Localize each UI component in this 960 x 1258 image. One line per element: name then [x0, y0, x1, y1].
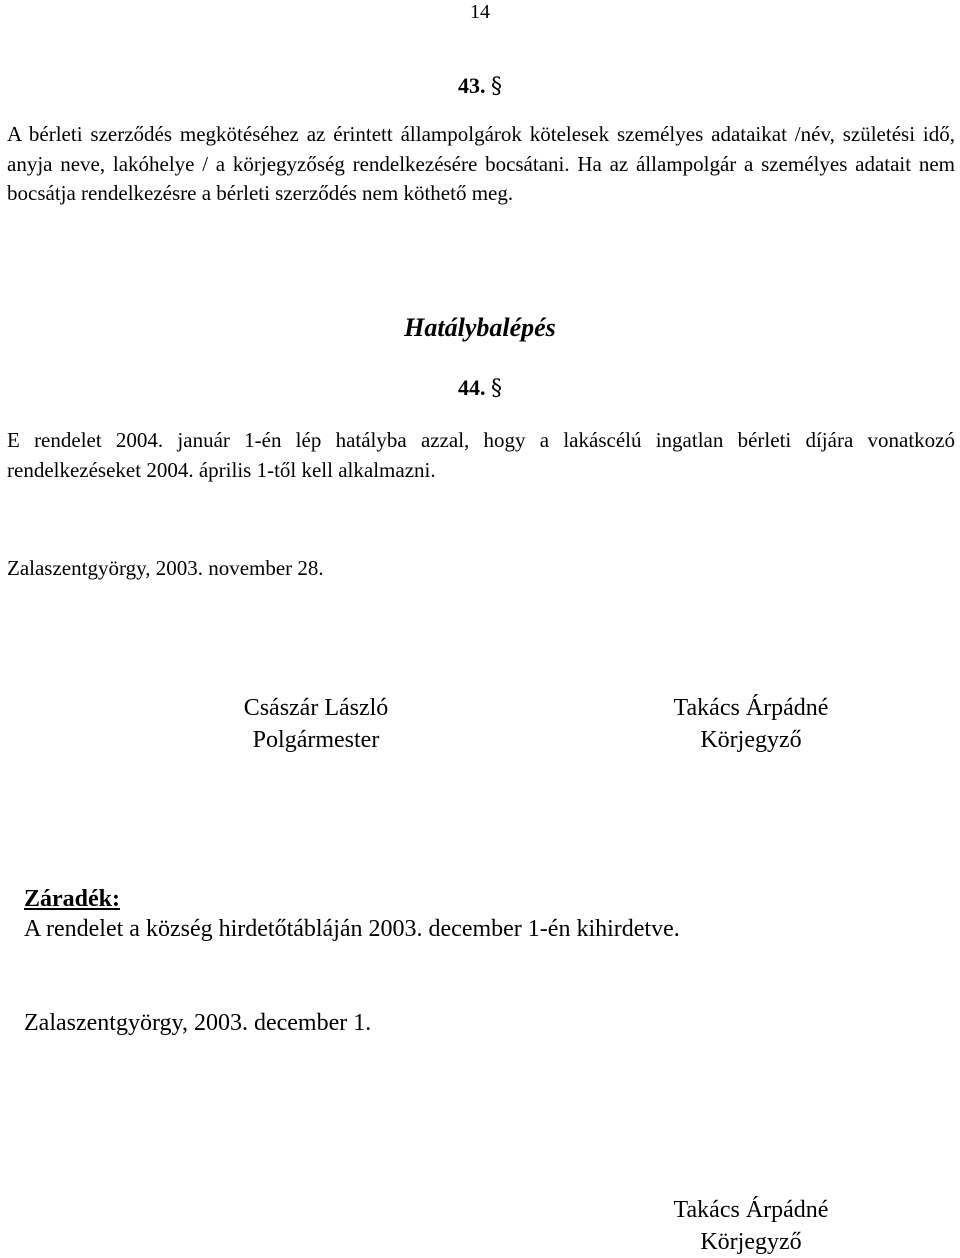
page-number: 14: [470, 1, 490, 23]
section-symbol: §: [491, 74, 502, 99]
section-43-paragraph: A bérleti szerződés megkötéséhez az érintett állampolgárok kötelesek személyes adataikat /név, születési idő, anyja neve, lakóhelye / a körjegyzőség rendelkezésére bocsátani. Ha az állampolgár a személyes adatait nem bocsátja rendelkezésre a bérleti szerződés nem köthető meg.: [7, 122, 955, 205]
signatory-title: Polgármester: [252, 727, 380, 753]
section-43-header: [0, 72, 960, 101]
section-44-paragraph: E rendelet 2004. január 1-én lép hatályba azzal, hogy a lakáscélú ingatlan bérleti díjára vonatkozó rendelkezéseket 2004. április 1-től kell alkalmazni.: [7, 428, 955, 482]
zaradek-text: A rendelet a község hirdetőtábláján 2003. december 1-én kihirdetve.: [24, 916, 680, 942]
signatory-title: Körjegyző: [700, 1229, 802, 1255]
signatory-title: Körjegyző: [700, 727, 802, 753]
signatory-name: Takács Árpádné: [673, 695, 829, 721]
section-44-header: [0, 374, 960, 403]
signatory-name: Takács Árpádné: [673, 1197, 829, 1223]
place-date: Zalaszentgyörgy, 2003. november 28.: [7, 556, 324, 580]
place-date-2: Zalaszentgyörgy, 2003. december 1.: [24, 1010, 372, 1036]
zaradek-label: Záradék:: [24, 886, 120, 912]
section-symbol: §: [491, 376, 502, 401]
signatory-name: Császár László: [243, 695, 389, 721]
signature-notary: [601, 692, 901, 756]
heading-hatalybalepes: Hatálybalépés: [404, 313, 556, 342]
signature-notary-bottom: [601, 1194, 901, 1258]
section-number: 43.: [458, 73, 486, 98]
section-number: 44.: [458, 375, 486, 400]
signature-mayor: [166, 692, 466, 756]
